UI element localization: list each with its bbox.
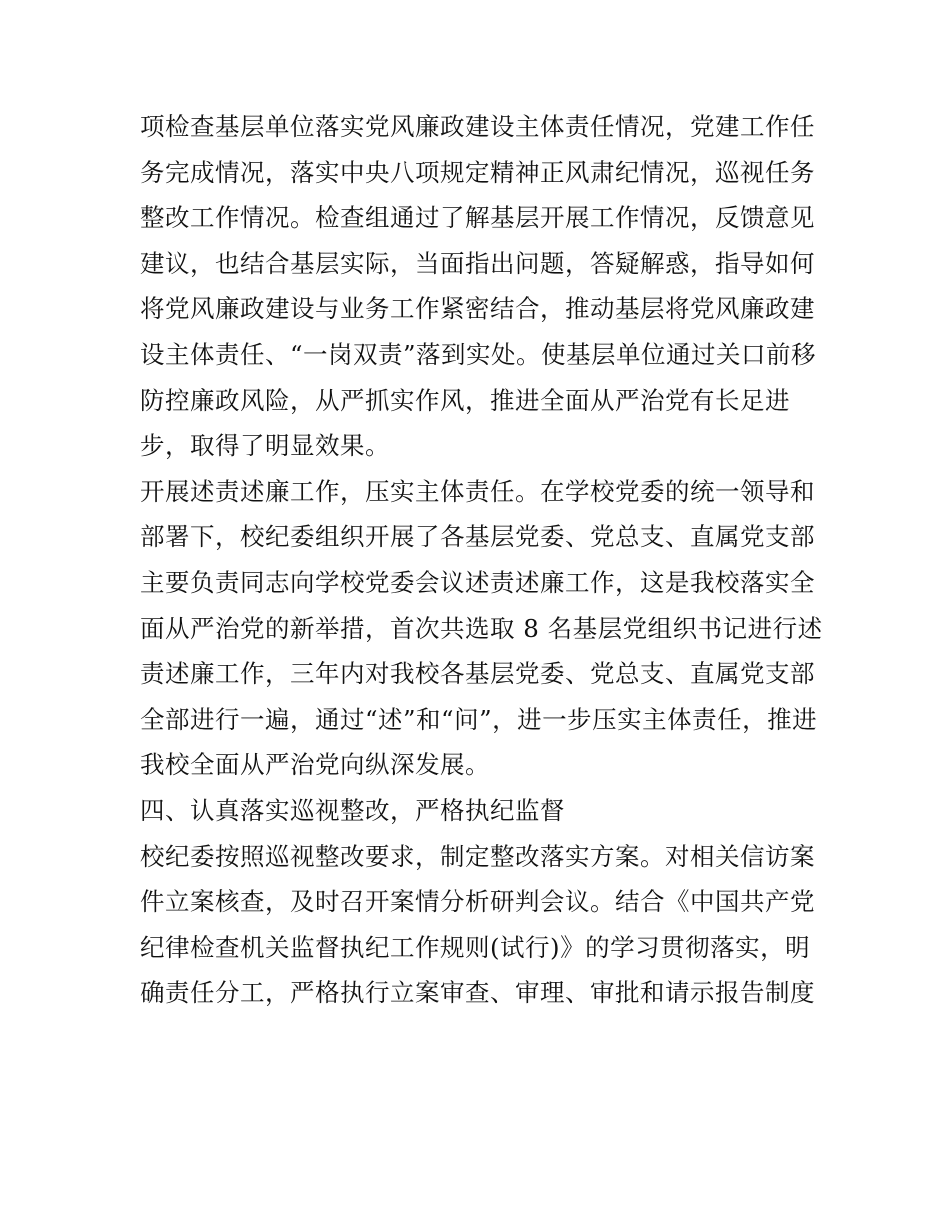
text-line: 步，取得了明显效果。 bbox=[140, 431, 390, 461]
text-line: 整改工作情况。检查组通过了解基层开展工作情况，反馈意见 bbox=[140, 203, 815, 233]
text-line: 将党风廉政建设与业务工作紧密结合，推动基层将党风廉政建 bbox=[140, 294, 815, 324]
text-line: 项检查基层单位落实党风廉政建设主体责任情况，党建工作任 bbox=[140, 112, 815, 141]
text-line: 责述廉工作，三年内对我校各基层党委、党总支、直属党支部 bbox=[140, 659, 815, 689]
text-line: 面从严治党的新举措，首次共选取 8 名基层党组织书记进行述 bbox=[140, 613, 823, 643]
text-line: 我校全面从严治党向纵深发展。 bbox=[140, 750, 490, 780]
text-line: 务完成情况，落实中央八项规定精神正风肃纪情况，巡视任务 bbox=[140, 157, 815, 187]
text-line: 全部进行一遍，通过“述”和“问”，进一步压实主体责任，推进 bbox=[140, 704, 818, 734]
text-line: 开展述责述廉工作，压实主体责任。在学校党委的统一领导和 bbox=[140, 476, 815, 506]
text-line: 建议，也结合基层实际，当面指出问题，答疑解惑，指导如何 bbox=[140, 248, 815, 278]
section-heading: 四、认真落实巡视整改，严格执纪监督 bbox=[140, 795, 565, 825]
text-line: 部署下，校纪委组织开展了各基层党委、党总支、直属党支部 bbox=[140, 522, 815, 552]
text-line: 纪律检查机关监督执纪工作规则(试行)》的学习贯彻落实，明 bbox=[140, 932, 811, 962]
text-line: 主要负责同志向学校党委会议述责述廉工作，这是我校落实全 bbox=[140, 567, 815, 597]
text-line: 件立案核查，及时召开案情分析研判会议。结合《中国共产党 bbox=[140, 887, 815, 917]
text-line: 防控廉政风险，从严抓实作风，推进全面从严治党有长足进 bbox=[140, 385, 790, 415]
document-body bbox=[140, 104, 823, 1016]
text-line: 确责任分工，严格执行立案审查、审理、审批和请示报告制度 bbox=[140, 978, 815, 1008]
text-line: 校纪委按照巡视整改要求，制定整改落实方案。对相关信访案 bbox=[140, 841, 815, 871]
text-line: 设主体责任、“一岗双责”落到实处。使基层单位通过关口前移 bbox=[140, 339, 817, 369]
